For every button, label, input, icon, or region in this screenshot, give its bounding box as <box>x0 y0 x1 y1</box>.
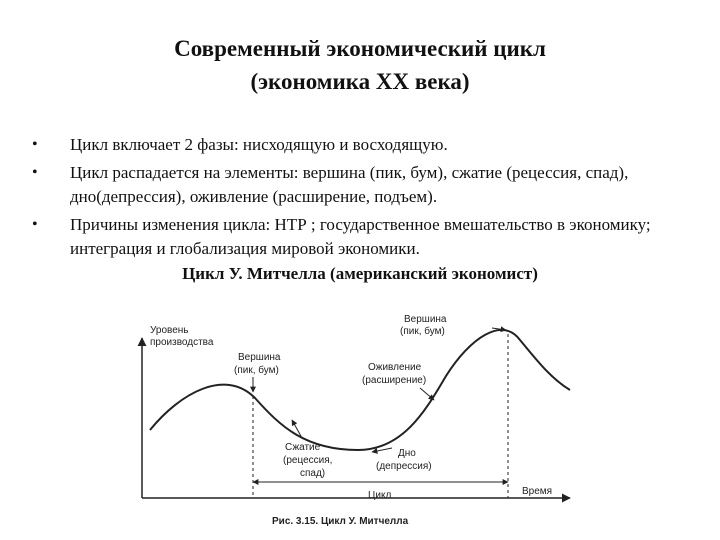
slide-title-line1: Современный экономический цикл <box>174 36 546 61</box>
y-axis-label-line1: Уровень <box>150 325 189 336</box>
bullet-item <box>32 161 692 209</box>
bullet-text: Причины изменения цикла: НТР ; государственное вмешательство в экономику; интеграция и глобализация мировой экономики. <box>70 215 651 258</box>
bullet-text: Цикл включает 2 фазы: нисходящую и восходящую. <box>70 135 448 154</box>
contraction-label-line3: спад) <box>300 468 326 479</box>
bullet-item <box>32 133 692 157</box>
trough-label-line2: (депрессия) <box>376 461 432 472</box>
slide-title-line2: (экономика XX века) <box>250 69 470 94</box>
y-axis-label-line2: производства <box>150 337 214 348</box>
figure-subtitle: Цикл У. Митчелла (американский экономист) <box>182 264 538 283</box>
recovery-label-line1: Оживление <box>368 362 422 373</box>
peak-left-label-line1: Вершина <box>238 352 281 363</box>
figure-caption: Рис. 3.15. Цикл У. Митчелла <box>272 516 409 527</box>
cycle-diagram <box>130 298 590 540</box>
peak-right-label-line1: Вершина <box>404 314 447 325</box>
bullet-item <box>32 213 692 261</box>
bullet-dot-icon: • <box>32 164 38 181</box>
slide-title <box>0 32 720 98</box>
recovery-pointer <box>420 388 434 400</box>
recovery-label-line2: (расширение) <box>362 375 427 386</box>
bullet-dot-icon: • <box>32 216 38 233</box>
contraction-label-line1: Сжатие <box>285 442 321 453</box>
bullet-list <box>32 133 692 265</box>
bullet-dot-icon: • <box>32 136 38 153</box>
bullet-text: Цикл распадается на элементы: вершина (пик, бум), сжатие (рецессия, спад), дно(депрессия), оживление (расширение, подъем). <box>70 163 629 206</box>
cycle-span-label: Цикл <box>368 490 392 501</box>
trough-label-line1: Дно <box>398 448 416 459</box>
peak-right-label-line2: (пик, бум) <box>400 326 445 337</box>
peak-left-label-line2: (пик, бум) <box>234 365 279 376</box>
mitchell-cycle-figure <box>130 298 590 540</box>
x-axis-label: Время <box>522 486 553 497</box>
contraction-label-line2: (рецессия, <box>283 455 333 466</box>
